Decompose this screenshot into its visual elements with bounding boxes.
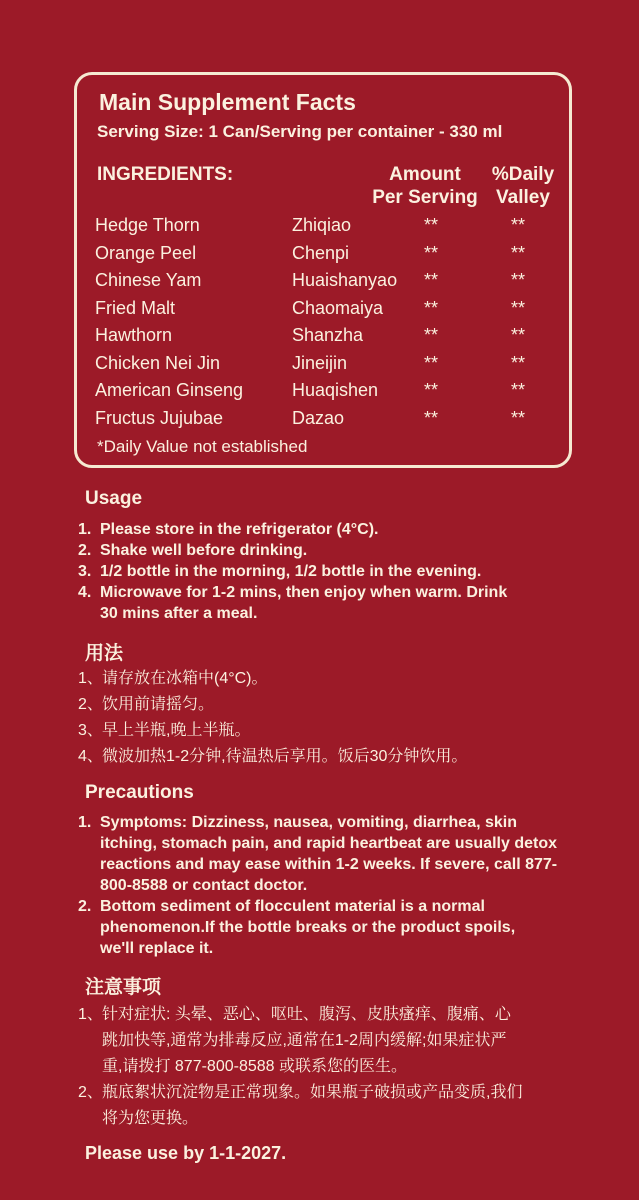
item-number: 4、 [78, 748, 103, 765]
list-item [78, 1080, 526, 1132]
list-item [78, 718, 548, 744]
list-item [78, 540, 558, 561]
ingredient-name: Fried Malt [95, 297, 176, 318]
list-item [78, 744, 548, 770]
item-number: 1、 [78, 670, 103, 687]
facts-title: Main Supplement Facts [99, 89, 356, 115]
list-item [78, 666, 548, 692]
header-daily-value [485, 163, 561, 209]
item-text: 1/2 bottle in the morning, 1/2 bottle in the evening. [100, 563, 482, 580]
ingredient-dv: ** [511, 380, 526, 400]
ingredient-dv: ** [511, 352, 526, 373]
usage-cn-list [78, 666, 548, 770]
ingredient-name: Hedge Thorn [95, 215, 200, 235]
header-ingredients: INGREDIENTS: [97, 164, 234, 185]
header-dv-line2: Valley [496, 187, 550, 208]
ingredient-amount: ** [424, 242, 439, 263]
item-text: 早上半瓶,晚上半瓶。 [102, 722, 251, 739]
precautions-title: Precautions [85, 782, 194, 803]
item-text: 微波加热1-2分钟,待温热后享用。饭后30分钟饮用。 [102, 748, 468, 765]
item-text: 请存放在冰箱中(4°C)。 [102, 670, 268, 687]
ingredient-pinyin: Huaishanyao [292, 270, 398, 290]
ingredient-pinyin: Dazao [292, 407, 345, 428]
precautions-list [78, 812, 570, 959]
header-dv-line1: %Daily [491, 164, 555, 185]
ingredient-name: Orange Peel [95, 242, 197, 263]
ingredient-name: Hawthorn [95, 325, 173, 345]
daily-value-note: *Daily Value not established [97, 437, 308, 456]
usage-cn-title: 用法 [85, 643, 124, 664]
ingredient-name: American Ginseng [95, 380, 244, 400]
ingredient-amount: ** [424, 297, 439, 318]
ingredient-pinyin: Shanzha [292, 325, 364, 345]
item-text: Bottom sediment of flocculent material is a normal phenomenon.If the bottle breaks or the product spoils, we'll replace it. [100, 898, 516, 957]
use-by-date: Please use by 1-1-2027. [85, 1143, 287, 1163]
item-number: 4. [78, 584, 92, 601]
ingredient-pinyin: Chaomaiya [292, 297, 384, 318]
ingredient-pinyin: Zhiqiao [292, 215, 352, 235]
precautions-cn-title: 注意事项 [85, 977, 162, 998]
item-number: 1. [78, 814, 92, 831]
ingredient-dv: ** [511, 215, 526, 235]
ingredient-name: Fructus Jujubae [95, 407, 224, 428]
item-text: Shake well before drinking. [100, 542, 308, 559]
item-number: 1. [78, 521, 92, 538]
item-text: Microwave for 1-2 mins, then enjoy when warm. Drink 30 mins after a meal. [100, 584, 508, 622]
ingredient-dv: ** [511, 270, 526, 290]
serving-size: Serving Size: 1 Can/Serving per container - 330 ml [97, 122, 503, 141]
item-number: 2、 [78, 1084, 103, 1101]
ingredient-name: Chicken Nei Jin [95, 352, 221, 373]
list-item [78, 896, 540, 959]
usage-title: Usage [85, 488, 143, 509]
item-text: Please store in the refrigerator (4°C). [100, 521, 379, 538]
ingredient-pinyin: Chenpi [292, 242, 350, 263]
list-item [78, 561, 558, 582]
item-number: 2. [78, 542, 92, 559]
ingredient-pinyin: Jineijin [292, 352, 348, 373]
header-amount-line1: Amount [389, 164, 461, 185]
list-item [78, 1002, 526, 1080]
ingredient-amount: ** [424, 380, 439, 400]
item-text: 针对症状: 头晕、恶心、呕吐、腹泻、皮肤瘙痒、腹痛、心跳加快等,通常为排毒反应,通常在1-2周内缓解;如果症状严重,请拨打 877-800-8588 或联系您的医生。 [102, 1006, 511, 1075]
precautions-cn-list [78, 1002, 526, 1132]
item-number: 3. [78, 563, 92, 580]
list-item [78, 519, 558, 540]
item-number: 2. [78, 898, 92, 915]
header-amount-line2: Per Serving [372, 187, 478, 208]
ingredient-amount: ** [424, 325, 439, 345]
usage-list [78, 519, 558, 624]
item-text: 饮用前请摇匀。 [102, 696, 215, 713]
ingredient-dv: ** [511, 242, 526, 263]
ingredient-amount: ** [424, 215, 439, 235]
ingredient-pinyin: Huaqishen [292, 380, 379, 400]
ingredient-dv: ** [511, 297, 526, 318]
ingredient-name: Chinese Yam [95, 270, 202, 290]
item-text: 瓶底絮状沉淀物是正常现象。如果瓶子破损或产品变质,我们将为您更换。 [102, 1084, 523, 1127]
ingredient-dv: ** [511, 407, 526, 428]
ingredient-dv: ** [511, 325, 526, 345]
item-number: 1、 [78, 1006, 103, 1023]
list-item [78, 692, 548, 718]
ingredient-amount: ** [424, 352, 439, 373]
ingredient-amount: ** [424, 270, 439, 290]
item-number: 3、 [78, 722, 103, 739]
header-amount [363, 163, 487, 209]
list-item [78, 812, 570, 896]
supplement-facts-box [74, 72, 572, 468]
item-text: Symptoms: Dizziness, nausea, vomiting, diarrhea, skin itching, stomach pain, and rapid heartbeat are usually detox reactions and may ease within 1-2 weeks. If severe, call 877-800-8588 or contact doctor. [100, 814, 558, 894]
item-number: 2、 [78, 696, 103, 713]
ingredient-amount: ** [424, 407, 439, 428]
list-item [78, 582, 520, 624]
